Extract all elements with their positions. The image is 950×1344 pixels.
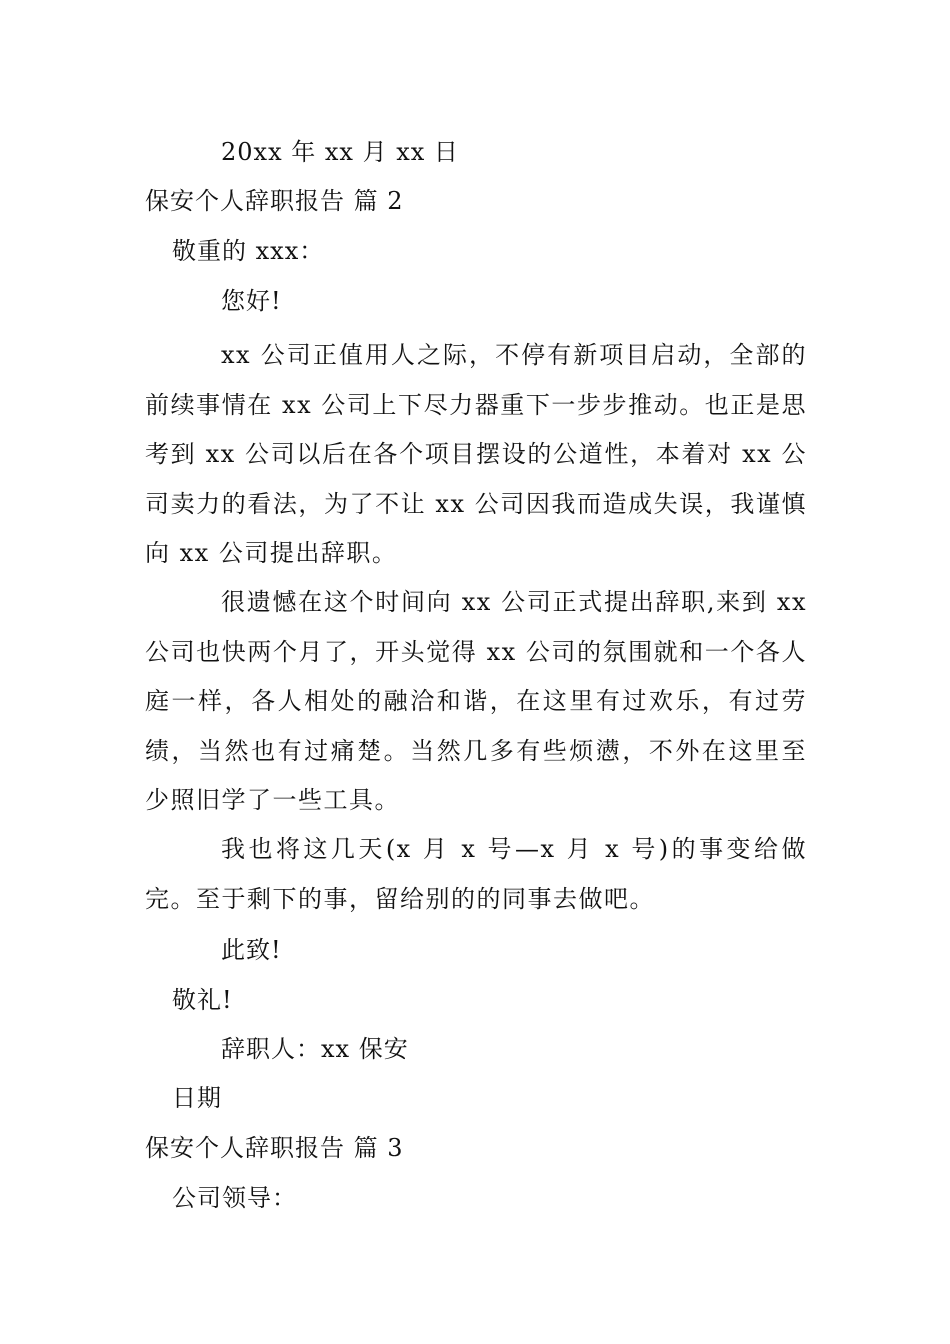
salutation: 敬重的 xxx：	[172, 237, 325, 265]
paragraph-1-text: xx 公司正值用人之际，不停有新项目启动，全部的前续事情在 xx 公司上下尽力器重下一步步推动。也正是思考到 xx 公司以后在各个项目摆设的公道性，本着对 xx 公司卖力的看法，为了不让 xx 公司因我而造成失误，我谨慎向 xx 公司提出辞职。	[145, 341, 807, 567]
paragraph-1	[145, 331, 807, 579]
closing-ci-zhi: 此致!	[221, 936, 282, 964]
signature: 辞职人：xx 保安	[221, 1035, 409, 1063]
section-heading-2: 保安个人辞职报告 篇 2	[145, 187, 404, 215]
greeting: 您好!	[221, 287, 282, 315]
date-line: 20xx 年 xx 月 xx 日	[221, 138, 459, 166]
paragraph-3-text: 我也将这几天(x 月 x 号—x 月 x 号)的事变给做完。至于剩下的事，留给别的的同事去做吧。	[145, 835, 807, 913]
section-heading-3: 保安个人辞职报告 篇 3	[145, 1134, 404, 1162]
paragraph-2-text: 很遗憾在这个时间向 xx 公司正式提出辞职,来到 xx 公司也快两个月了，开头觉得 xx 公司的氛围就和一个各人庭一样，各人相处的融洽和谐，在这里有过欢乐，有过劳绩，当然也有过痛楚。当然几多有些烦懑，不外在这里至少照旧学了一些工具。	[145, 588, 807, 814]
paragraph-2	[145, 578, 807, 826]
paragraph-3	[145, 825, 807, 924]
closing-jing-li: 敬礼!	[172, 986, 233, 1014]
date-label: 日期	[172, 1084, 222, 1112]
salutation-leaders: 公司领导：	[172, 1184, 297, 1212]
